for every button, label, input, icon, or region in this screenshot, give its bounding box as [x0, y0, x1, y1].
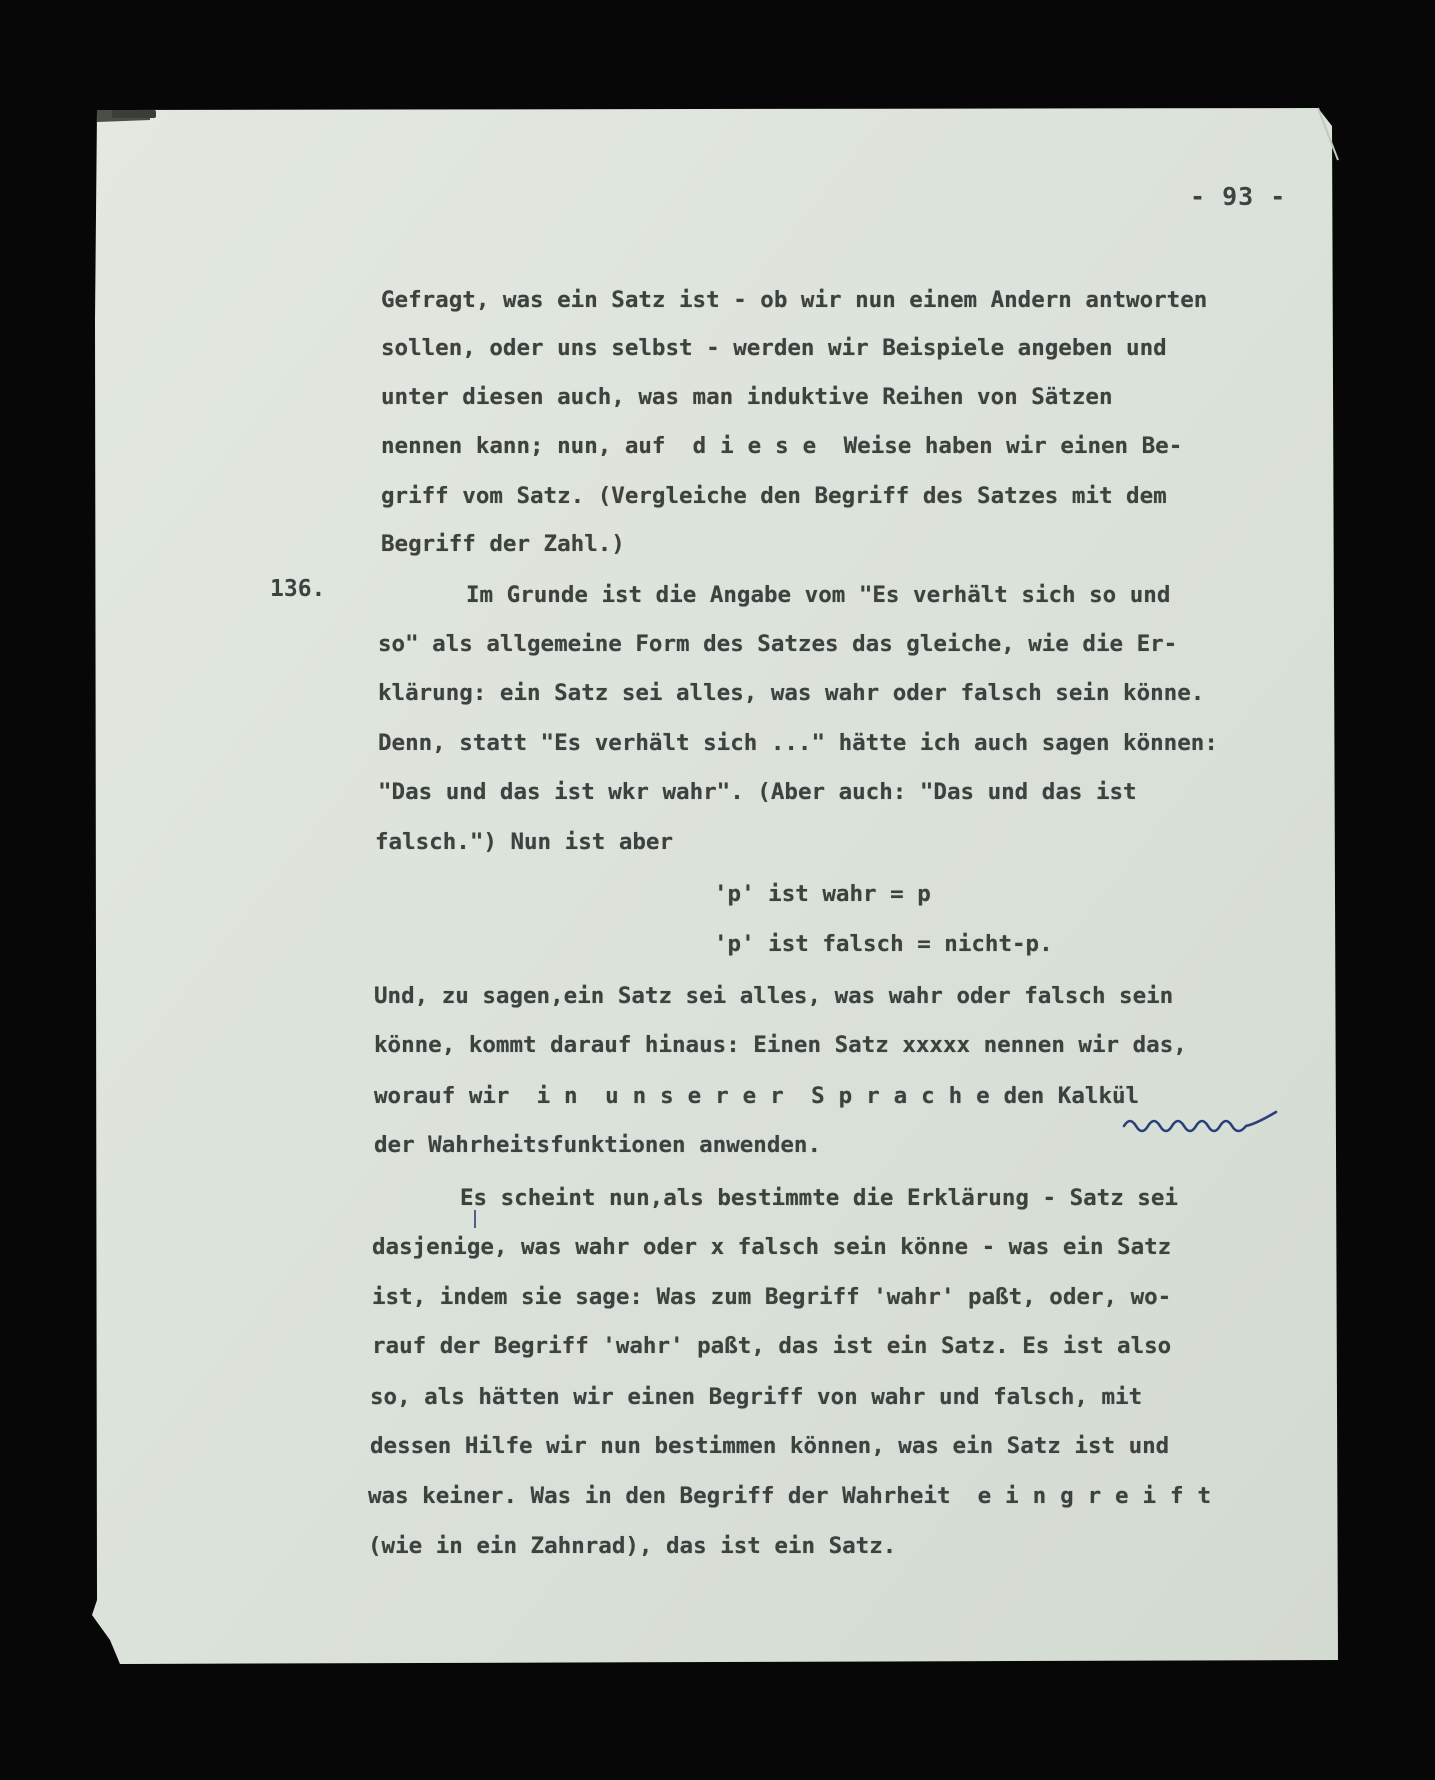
text-segment: dasjenige, was wahr oder: [372, 1234, 698, 1260]
handwritten-insertion-mark: [470, 1208, 480, 1230]
text-segment: worauf wir: [374, 1083, 510, 1109]
text-line: so" als allgemeine Form des Satzes das gleiche, wie die Er-: [378, 631, 1178, 657]
spaced-emphasis: Sprache: [811, 1083, 1004, 1109]
text-segment: was keiner. Was in den Begriff der Wahrheit: [368, 1483, 951, 1509]
text-line: Begriff der Zahl.): [381, 531, 625, 557]
struck-word: wkr: [608, 779, 649, 805]
text-segment: nennen wir das,: [983, 1032, 1187, 1058]
text-line: Und, zu sagen,ein Satz sei alles, was wahr oder falsch sein: [374, 983, 1174, 1009]
text-segment: den Kalkül: [1003, 1083, 1140, 1109]
text-line: der Wahrheitsfunktionen anwenden.: [374, 1132, 822, 1158]
text-line: falsch.") Nun ist aber: [375, 829, 674, 855]
text-line: dessen Hilfe wir nun bestimmen können, was ein Satz ist und: [370, 1433, 1170, 1459]
text-line: [374, 1080, 1139, 1112]
text-line: klärung: ein Satz sei alles, was wahr oder falsch sein könne.: [378, 680, 1205, 706]
text-segment: wahr". (Aber auch: "Das und das ist: [662, 779, 1137, 805]
text-line: Es scheint nun,als bestimmte die Erklärung - Satz sei: [460, 1185, 1178, 1211]
text-line: Gefragt, was ein Satz ist - ob wir nun einem Andern antworten: [381, 287, 1208, 313]
text-segment: falsch sein könne - was ein Satz: [737, 1234, 1172, 1260]
text-line: unter diesen auch, was man induktive Reihen von Sätzen: [381, 384, 1113, 410]
tape-strip: [112, 110, 156, 118]
text-line: [381, 430, 1182, 462]
page-number: - 93 -: [1190, 182, 1287, 211]
struck-word: x: [710, 1234, 725, 1260]
text-segment: Weise haben wir einen Be-: [843, 433, 1183, 459]
formula-line: 'p' ist wahr = p: [714, 881, 931, 907]
text-segment: könne, kommt darauf hinaus: Einen Satz: [374, 1032, 889, 1058]
handwritten-wavy-underline: [1120, 1108, 1300, 1138]
text-line: rauf der Begriff 'wahr' paßt, das ist ein Satz. Es ist also: [372, 1333, 1172, 1359]
spaced-emphasis: in: [536, 1083, 592, 1109]
formula-line: 'p' ist falsch = nicht-p.: [714, 931, 1053, 957]
spaced-emphasis: unserer: [605, 1083, 798, 1109]
text-line: griff vom Satz. (Vergleiche den Begriff des Satzes mit dem: [381, 483, 1167, 509]
text-line: [378, 776, 1137, 808]
text-line: [368, 1480, 1225, 1512]
text-line: [372, 1231, 1171, 1263]
spaced-emphasis: diese: [692, 433, 831, 459]
struck-word: xxxxx: [902, 1032, 971, 1058]
text-segment: nennen kann; nun, auf: [381, 433, 666, 459]
text-segment: "Das und das ist: [378, 779, 595, 805]
text-line: (wie in ein Zahnrad), das ist ein Satz.: [368, 1533, 897, 1559]
text-line: sollen, oder uns selbst - werden wir Beispiele angeben und: [381, 335, 1167, 361]
text-line: Denn, statt "Es verhält sich ..." hätte ich auch sagen können:: [378, 730, 1218, 756]
text-line: Im Grunde ist die Angabe vom "Es verhält sich so und: [466, 582, 1171, 608]
paragraph-number: 136.: [270, 576, 326, 602]
text-line: so, als hätten wir einen Begriff von wahr und falsch, mit: [370, 1384, 1143, 1410]
text-line: [374, 1029, 1187, 1061]
spaced-emphasis: eingreift: [977, 1483, 1226, 1509]
text-line: ist, indem sie sage: Was zum Begriff 'wahr' paßt, oder, wo-: [372, 1284, 1172, 1310]
